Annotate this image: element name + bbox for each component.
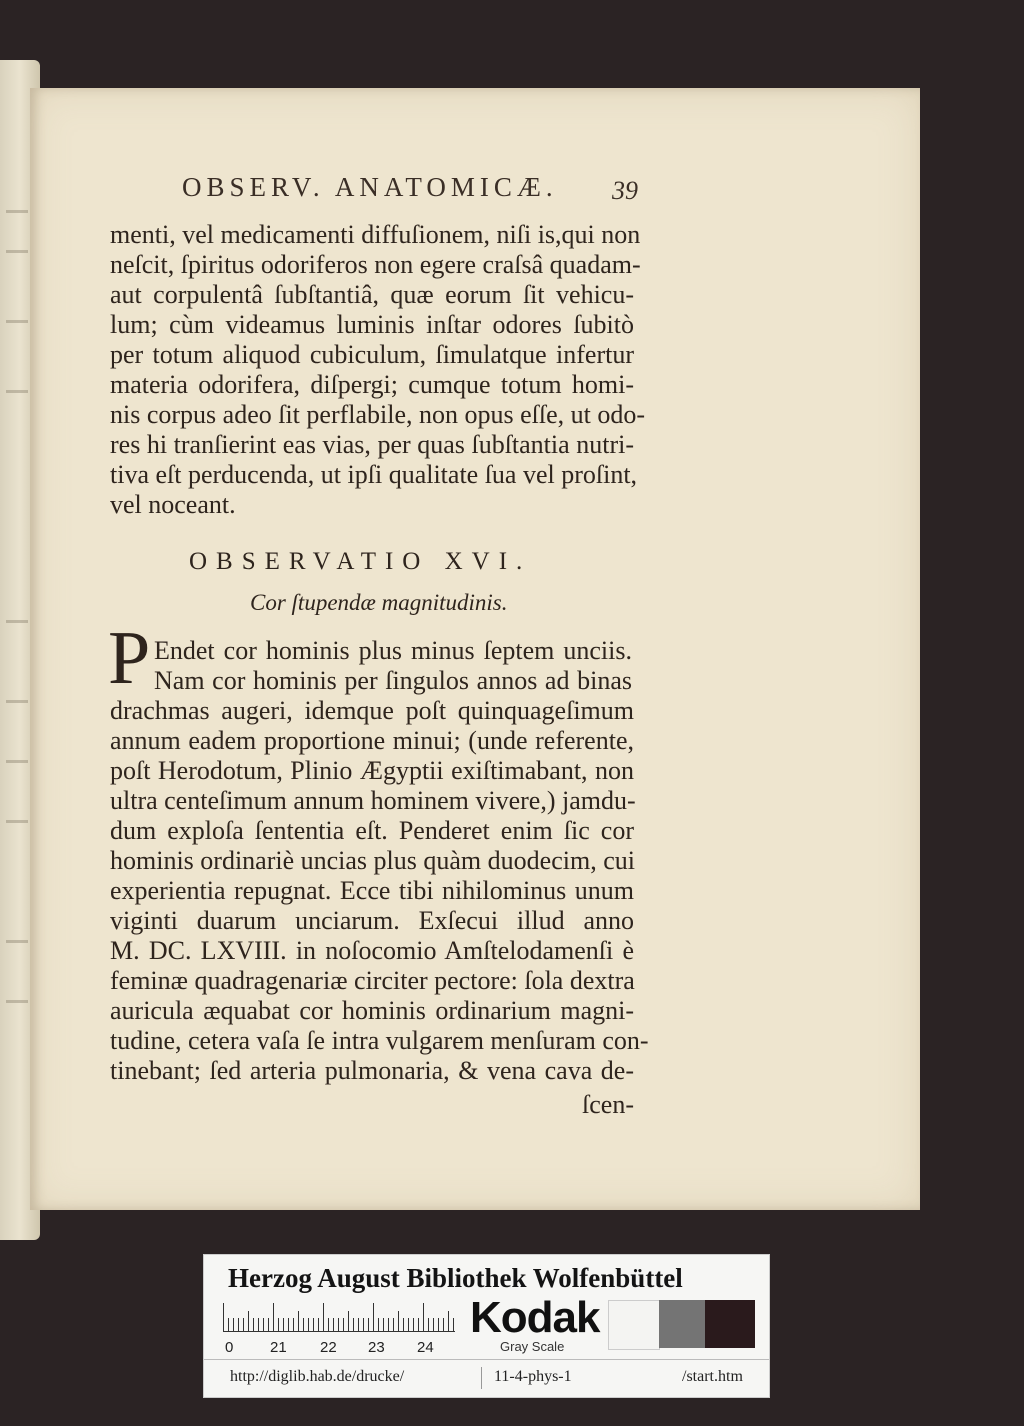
text-line: per totum aliquod cubiculum, ſimulatque infertur [110,340,634,369]
gray-scale-label: Gray Scale [500,1339,565,1354]
url-separator [481,1367,482,1389]
text-line: poſt Herodotum, Plinio Ægyptii exiſtimabant, non [110,756,634,785]
text-line: ultra centeſimum annum hominem vivere,) jamdu- [110,786,636,815]
text-line: nis corpus adeo ſit perflabile, non opus eſſe, ut odo- [110,400,646,429]
ruler-tick [438,1318,439,1331]
ruler-tick [328,1318,329,1331]
ruler-tick [283,1318,284,1331]
ruler-scale [223,1299,455,1332]
ruler-tick [378,1318,379,1331]
ruler-tick [223,1303,224,1331]
kodak-logo: Kodak [470,1293,600,1342]
url-prefix: http://diglib.hab.de/drucke/ [230,1368,405,1385]
ruler-tick [303,1318,304,1331]
text-line: res hi tranſierint eas vias, per quas ſubſtantia nutri- [110,430,634,459]
text-line: vel noceant. [110,490,236,519]
ruler-tick [293,1318,294,1331]
text-line: menti, vel medicamenti diffuſionem, niſi is,qui non [110,220,641,249]
text-line: experientia repugnat. Ecce tibi nihilominus unum [110,876,634,905]
ruler-label: 24 [417,1339,434,1356]
page-number: 39 [612,176,638,205]
ruler-tick [318,1318,319,1331]
ruler-tick [393,1318,394,1331]
ruler-tick [263,1318,264,1331]
ruler-tick [343,1318,344,1331]
ruler-tick [423,1303,424,1331]
ruler-tick [278,1318,279,1331]
text-line: Nam cor hominis per ſingulos annos ad binas [154,666,632,695]
ruler-tick [418,1318,419,1331]
text-line: materia odorifera, diſpergi; cumque totum homi- [110,370,634,399]
ruler-label: 22 [320,1339,337,1356]
catchword: ſcen- [582,1090,634,1119]
ruler-tick [313,1318,314,1331]
text-line: drachmas augeri, idemque poſt quinquageſimum [110,696,634,725]
ruler-tick [348,1311,349,1331]
text-line: feminæ quadragenariæ circiter pectore: ſola dextra [110,966,635,995]
ruler-tick [448,1311,449,1331]
ruler-tick [248,1311,249,1331]
ruler-tick [298,1311,299,1331]
observation-subtitle: Cor ſtupendæ magnitudinis. [250,590,508,615]
ruler-tick [338,1318,339,1331]
ruler-tick [408,1318,409,1331]
gray-swatch [659,1300,705,1348]
ruler-tick [288,1318,289,1331]
text-line: neſcit, ſpiritus odoriferos non egere craſsâ quadam- [110,250,641,279]
ruler-tick [388,1318,389,1331]
white-swatch [608,1300,660,1350]
url-identifier: 11-4-phys-1 [494,1368,572,1385]
ruler-tick [373,1303,374,1331]
library-title: Herzog August Bibliothek Wolfenbüttel [228,1263,683,1293]
drop-cap: P [108,616,151,700]
running-head: OBSERV. ANATOMICÆ. [182,172,558,202]
ruler-label: 21 [270,1339,287,1356]
ruler-tick [333,1318,334,1331]
url-suffix: /start.htm [682,1368,743,1385]
ruler-tick [413,1318,414,1331]
ruler-tick [353,1318,354,1331]
ruler-tick [363,1318,364,1331]
ruler-tick [243,1318,244,1331]
ruler-label: 0 [225,1339,234,1356]
ruler-tick [403,1318,404,1331]
text-line: aut corpulentâ ſubſtantiâ, quæ eorum ſit vehicu- [110,280,634,309]
ruler-tick [383,1318,384,1331]
text-line: viginti duarum unciarum. Exſecui illud anno [110,906,634,935]
ruler-tick [398,1311,399,1331]
ruler-tick [453,1318,454,1331]
ruler-tick [308,1318,309,1331]
black-swatch [705,1300,755,1348]
text-line: Endet cor hominis plus minus ſeptem unciis. [154,636,632,665]
ruler-tick [238,1318,239,1331]
ruler-label: 23 [368,1339,385,1356]
ruler-tick [433,1318,434,1331]
card-divider [204,1359,769,1360]
text-line: tiva eſt perducenda, ut ipſi qualitate ſua vel proſint, [110,460,638,489]
calibration-card [203,1254,770,1398]
ruler-tick [228,1318,229,1331]
ruler-tick [428,1318,429,1331]
text-line: hominis ordinariè uncias plus quàm duodecim, cui [110,846,635,875]
text-line: lum; cùm videamus luminis inſtar odores ſubitò [110,310,634,339]
text-line: tudine, cetera vaſa ſe intra vulgarem menſuram con- [110,1026,649,1055]
ruler-tick [323,1303,324,1331]
ruler-tick [233,1318,234,1331]
ruler-tick [268,1318,269,1331]
text-line: auricula æquabat cor hominis ordinarium magni- [110,996,634,1025]
ruler-tick [358,1318,359,1331]
ruler-tick [443,1318,444,1331]
text-line: annum eadem proportione minui; (unde referente, [110,726,634,755]
ruler-tick [253,1318,254,1331]
ruler-tick [258,1318,259,1331]
text-line: M. DC. LXVIII. in noſocomio Amſtelodamenſi è [110,936,634,965]
ruler-tick [273,1303,274,1331]
text-line: dum exploſa ſententia eſt. Penderet enim ſic cor [110,816,634,845]
text-line: tinebant; ſed arteria pulmonaria, & vena cava de- [110,1056,634,1085]
ruler-tick [368,1318,369,1331]
observation-heading: OBSERVATIO XVI. [189,548,532,575]
